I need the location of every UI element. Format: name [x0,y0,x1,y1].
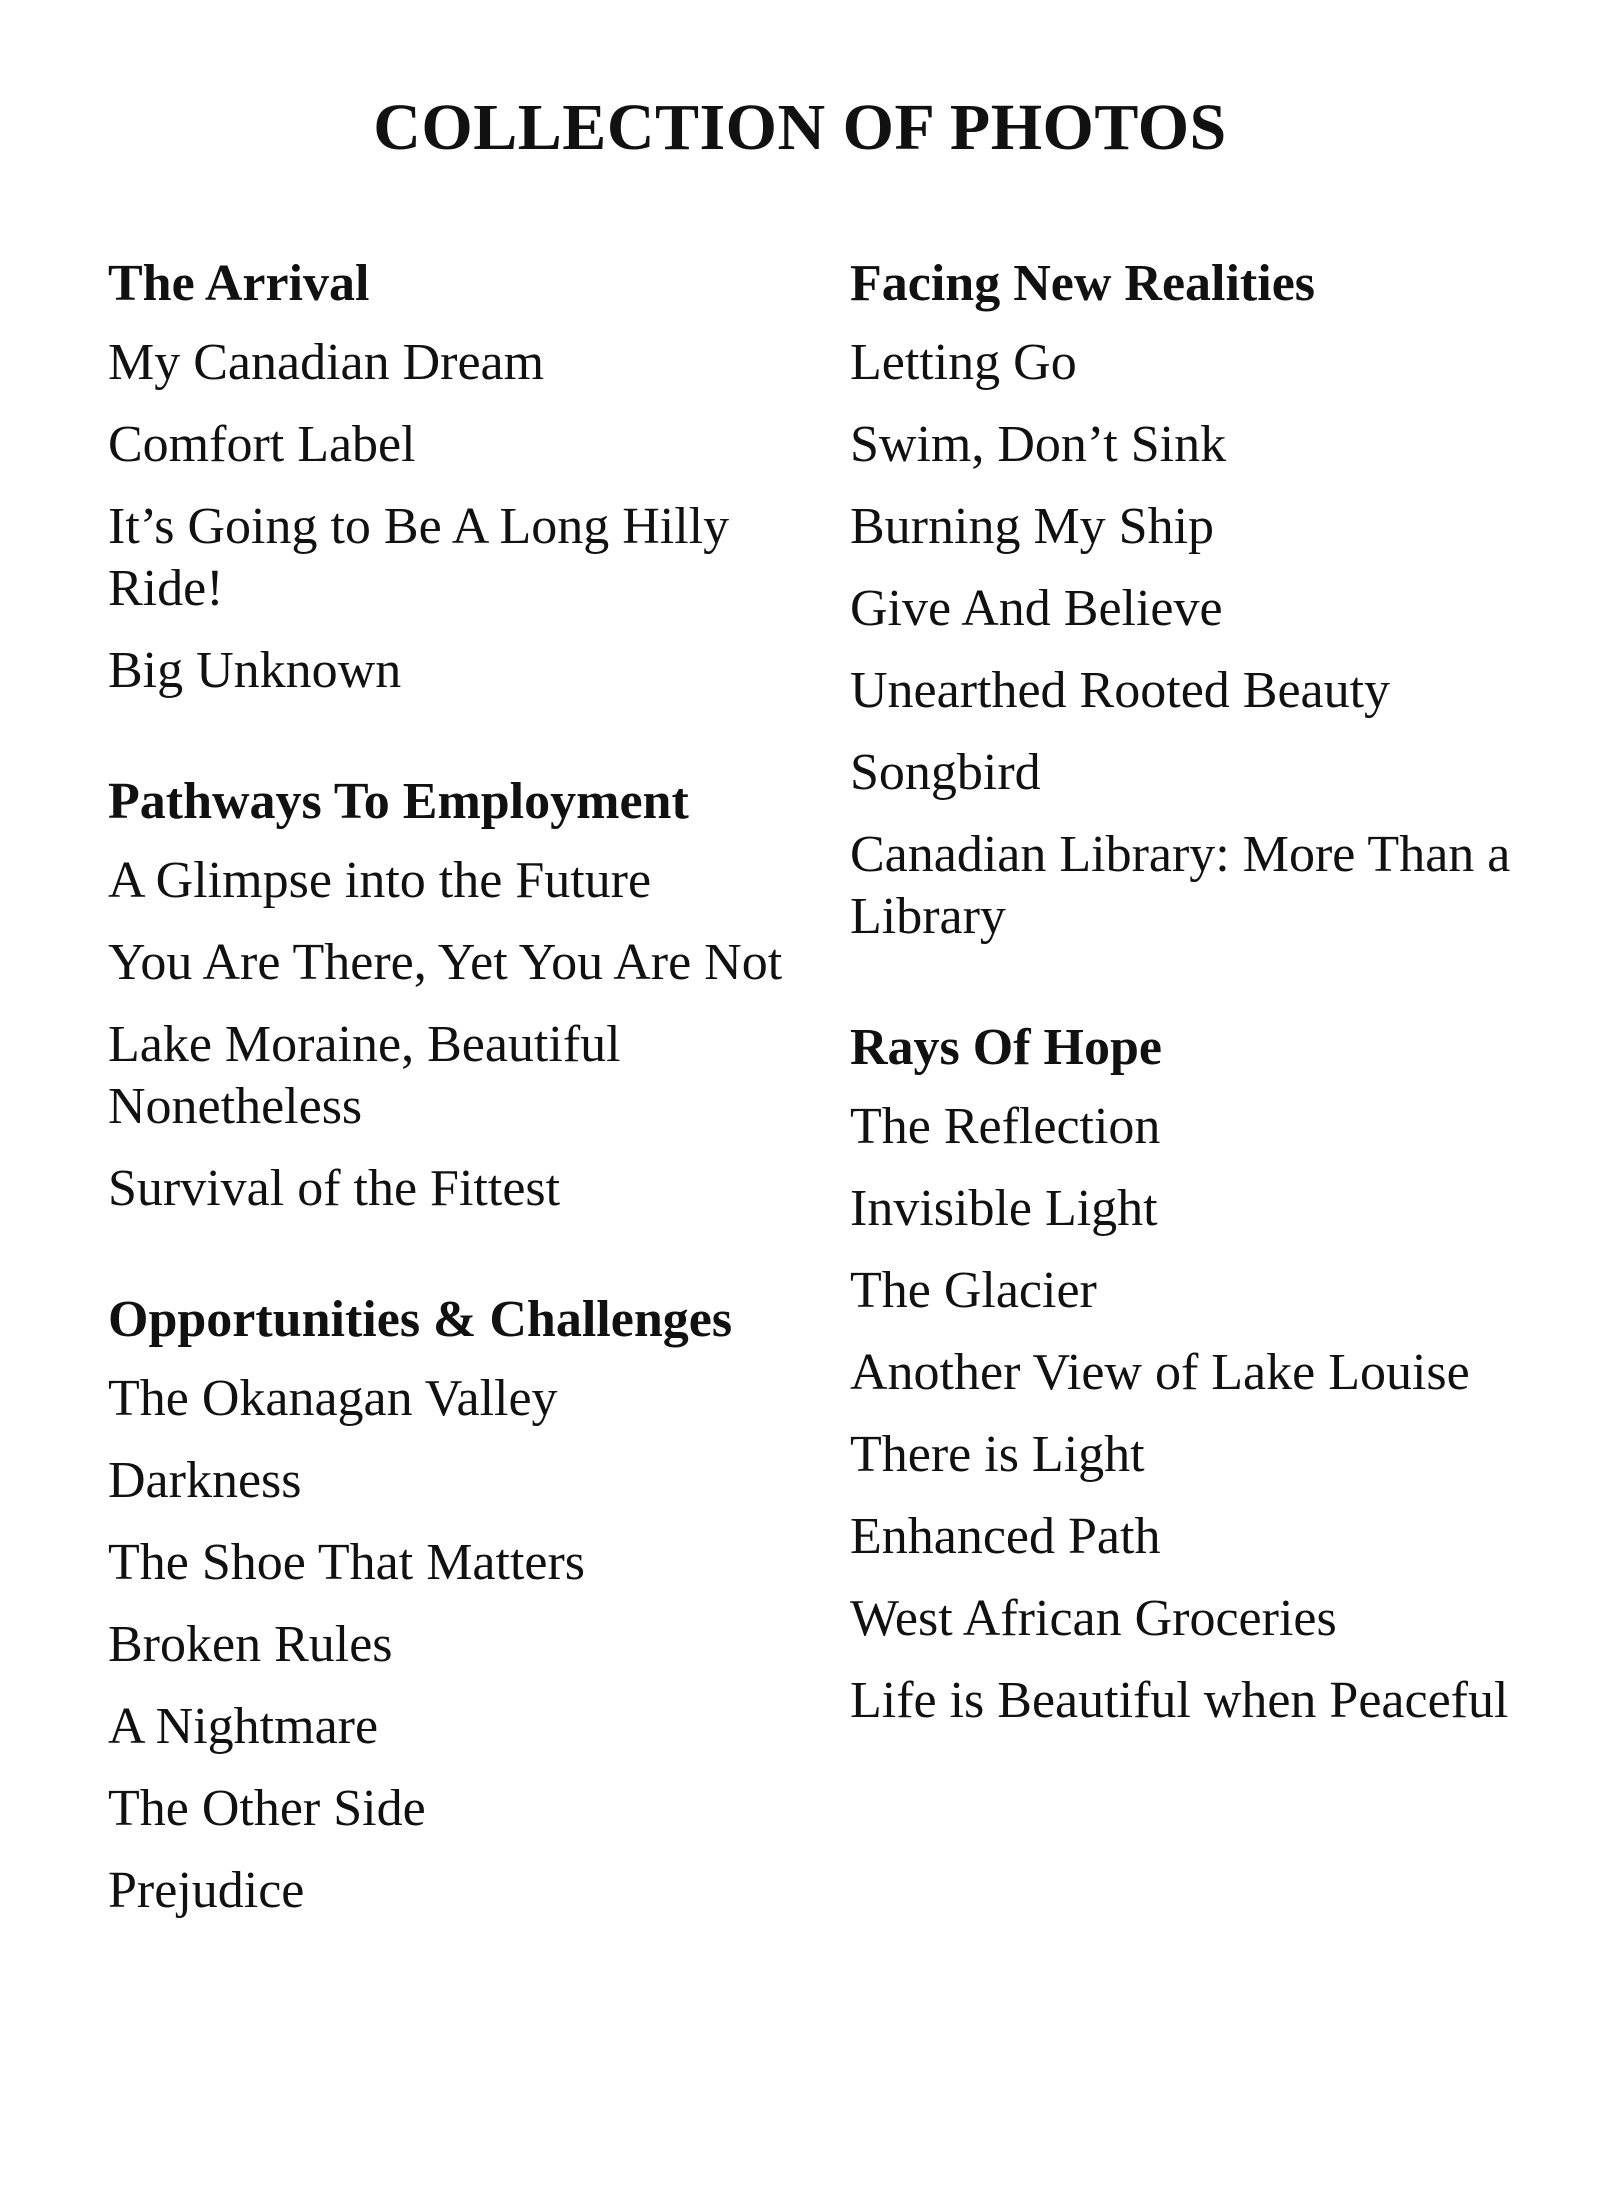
section-pathways-to-employment [108,770,808,1220]
photo-entry: The Okanagan Valley [108,1370,558,1427]
page-title: COLLECTION OF PHOTOS [373,91,1227,164]
section-rays-of-hope [850,1016,1550,1732]
photo-entry: Big Unknown [108,642,402,699]
photo-entry: Life is Beautiful when Peaceful [850,1672,1509,1729]
photo-entry: A Nightmare [108,1698,379,1755]
photo-list [850,332,1550,948]
photo-entry: Unearthed Rooted Beauty [850,662,1391,719]
photo-entry: The Other Side [108,1780,426,1837]
section-opportunities-challenges [108,1288,808,1922]
section-heading: Opportunities & Challenges [108,1291,733,1348]
photo-entry: Darkness [108,1452,302,1509]
section-heading: Rays Of Hope [850,1019,1162,1076]
photo-entry: My Canadian Dream [108,334,545,391]
photo-entry: Comfort Label [108,416,416,473]
photo-list [108,332,808,702]
section-the-arrival [108,252,808,702]
photo-list [850,1096,1550,1732]
section-heading: Pathways To Employment [108,773,689,830]
photo-entry: The Shoe That Matters [108,1534,586,1591]
photo-entry: The Reflection [850,1098,1161,1155]
photo-list [108,850,808,1220]
section-facing-new-realities [850,252,1550,948]
photo-entry: Swim, Don’t Sink [850,416,1227,473]
section-heading: Facing New Realities [850,255,1316,312]
photo-entry: Letting Go [850,334,1077,391]
left-column [108,252,808,1990]
right-column [850,252,1550,1800]
photo-entry: A Glimpse into the Future [108,852,652,909]
photo-entry: Give And Believe [850,580,1223,637]
photo-entry: Prejudice [108,1862,305,1919]
photo-entry: Invisible Light [850,1180,1158,1237]
section-heading: The Arrival [108,255,370,312]
photo-entry: Songbird [850,744,1041,801]
photo-entry: Another View of Lake Louise [850,1344,1470,1401]
photo-entry: It’s Going to Be A Long Hilly Ride! [108,498,730,617]
photo-entry: Broken Rules [108,1616,393,1673]
photo-entry: Lake Moraine, Beautiful Nonetheless [108,1016,621,1135]
photo-entry: Burning My Ship [850,498,1215,555]
photo-entry: Canadian Library: More Than a Library [850,826,1511,945]
photo-entry: Enhanced Path [850,1508,1161,1565]
photo-entry: West African Groceries [850,1590,1337,1647]
photo-entry: There is Light [850,1426,1145,1483]
photo-list [108,1368,808,1922]
photo-entry: The Glacier [850,1262,1097,1319]
photo-entry: Survival of the Fittest [108,1160,561,1217]
photo-entry: You Are There, Yet You Are Not [108,934,783,991]
